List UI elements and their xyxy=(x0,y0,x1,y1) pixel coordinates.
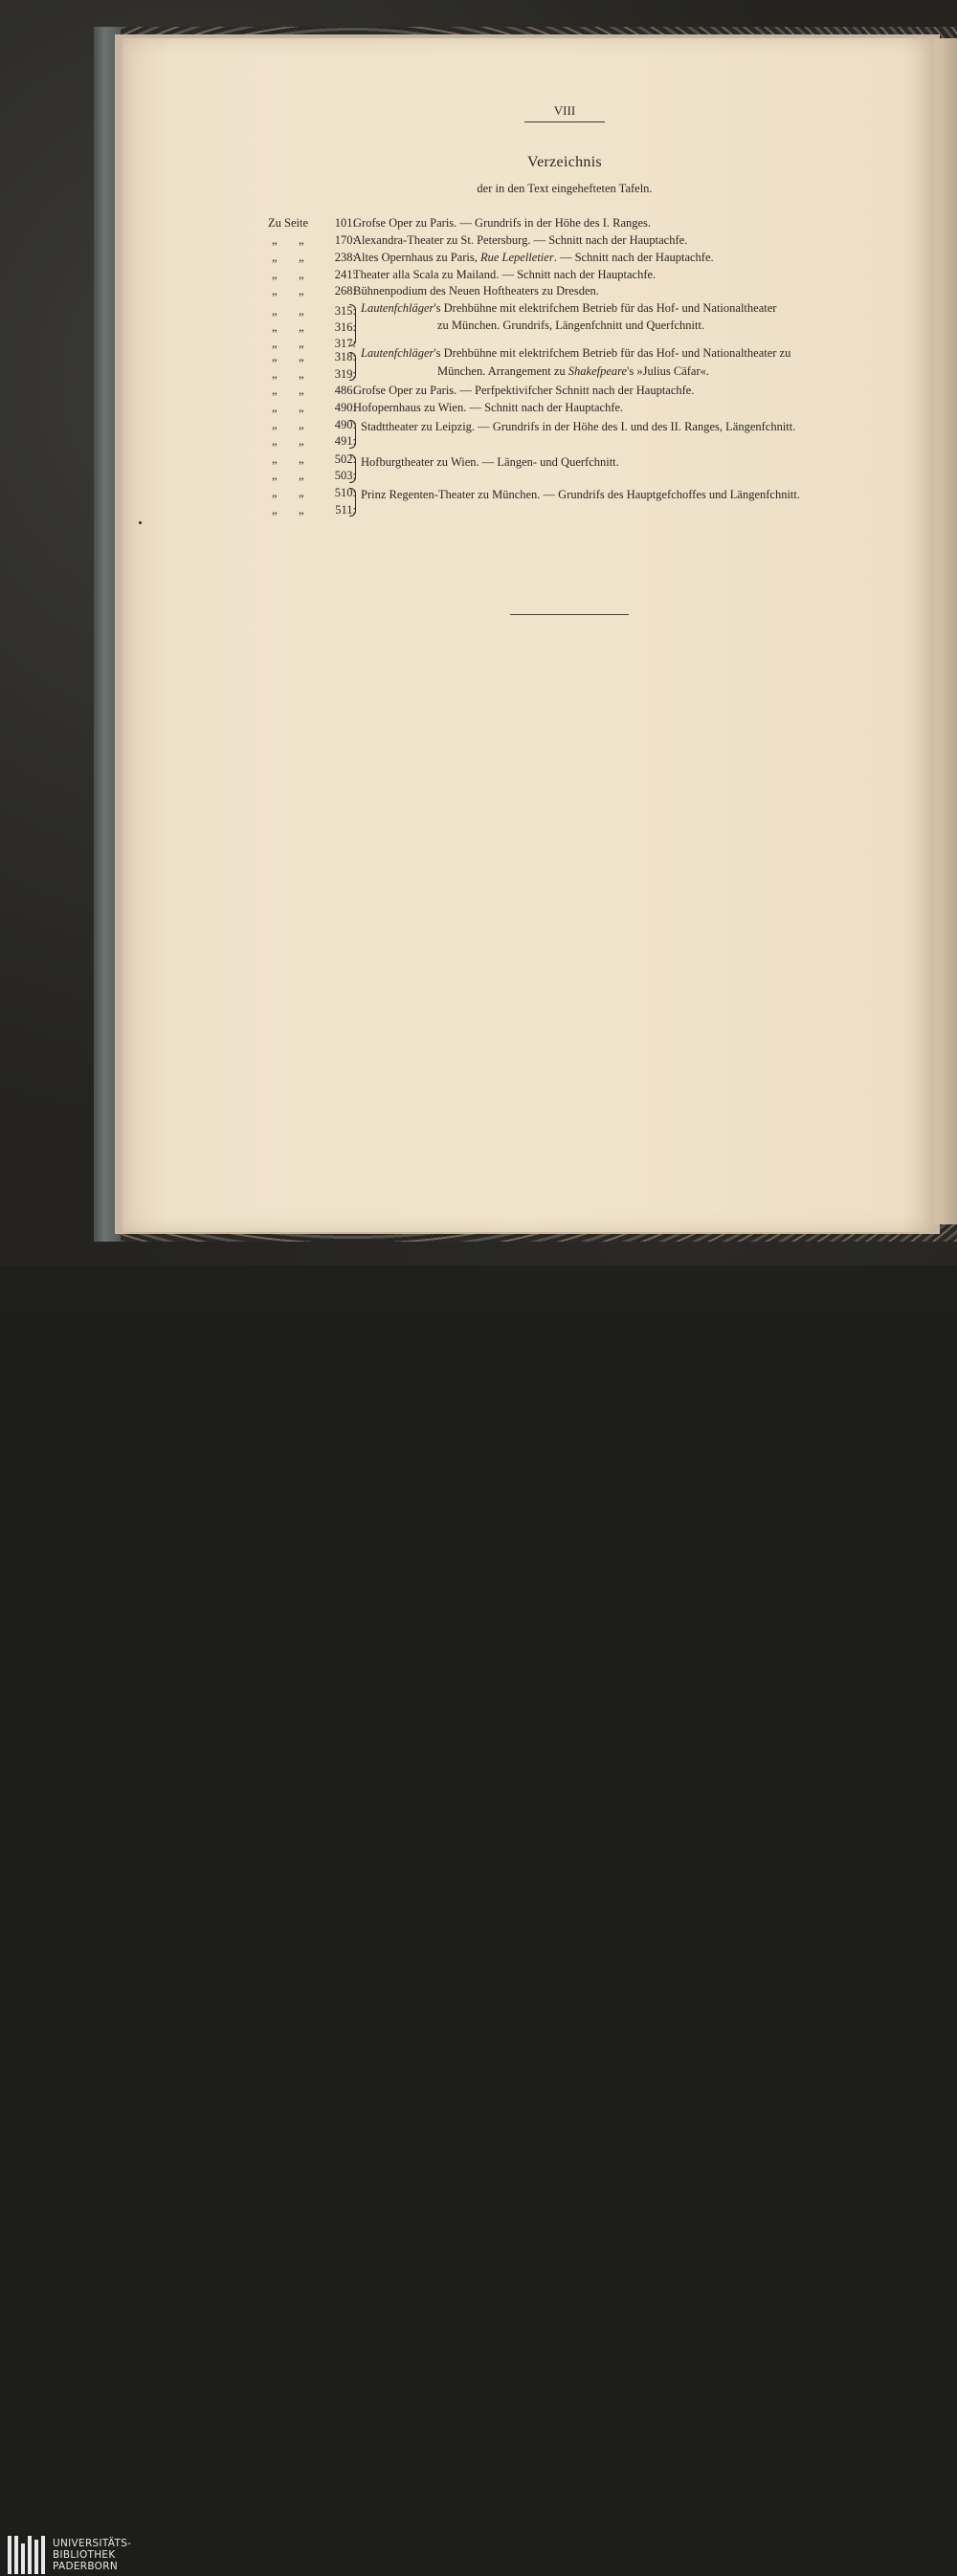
entry-text: Theater alla Scala zu Mailand. — Schnitt nach der Hauptachfe. xyxy=(353,268,657,281)
entry-page: 510: xyxy=(334,486,356,499)
ditto-mark: „ xyxy=(299,434,304,448)
entry-page: 315: xyxy=(334,304,356,318)
entry-text-line2: zu München. Grundrifs, Längenfchnitt und Querfchnitt. xyxy=(437,319,705,332)
entry-text xyxy=(361,301,776,316)
entry-page: 490: xyxy=(334,401,356,414)
scan-background xyxy=(0,0,957,1266)
entry-text-line2 xyxy=(437,364,709,379)
ditto-mark: „ xyxy=(299,268,304,281)
ditto-mark: „ xyxy=(299,384,304,397)
ditto-mark: „ xyxy=(299,469,304,482)
entry-page: 318: xyxy=(334,350,356,363)
ditto-mark: „ xyxy=(299,233,304,247)
list-item xyxy=(256,233,879,251)
entry-prefix: Zu Seite xyxy=(268,216,309,230)
ditto-mark: „ xyxy=(272,503,278,517)
ditto-mark: „ xyxy=(299,486,304,499)
entry-page: 490: xyxy=(334,418,356,431)
ditto-mark: „ xyxy=(299,452,304,466)
page-number: VIII xyxy=(553,103,576,118)
list-item xyxy=(256,284,879,301)
ditto-mark: „ xyxy=(299,337,304,350)
entry-page: 241: xyxy=(334,268,356,281)
ditto-mark: „ xyxy=(299,284,304,297)
entry-text: Alexandra-Theater zu St. Petersburg. — Schnitt nach der Hauptachfe. xyxy=(353,233,688,247)
logo-line2: BIBLIOTHEK xyxy=(53,2549,116,2561)
entry-text: Grofse Oper zu Paris. — Perfpektivifcher Schnitt nach der Hauptachfe. xyxy=(353,384,695,397)
ditto-mark: „ xyxy=(272,401,278,414)
entry-page: 503: xyxy=(334,469,356,482)
ditto-mark: „ xyxy=(299,320,304,334)
entry-text xyxy=(353,251,714,265)
entry-text-line1: 's Drehbühne mit elektrifchem Betrieb für das Hof- und Nationaltheater xyxy=(434,301,777,315)
ditto-mark: „ xyxy=(272,304,278,318)
ditto-mark: „ xyxy=(272,367,278,381)
ditto-mark: „ xyxy=(299,304,304,318)
entry-page: 101: xyxy=(334,216,356,230)
grouping-brace xyxy=(349,488,356,517)
ditto-mark: „ xyxy=(272,452,278,466)
entry-page: 238: xyxy=(334,251,356,264)
page-subtitle: der in den Text eingehefteten Tafeln. xyxy=(477,182,653,195)
entry-page: 319: xyxy=(334,367,356,381)
entry-text: Grofse Oper zu Paris. — Grundrifs in der Höhe des I. Ranges. xyxy=(353,216,652,230)
ditto-mark: „ xyxy=(272,418,278,431)
entry-page: 316: xyxy=(334,320,356,334)
grouping-brace xyxy=(349,352,356,381)
entry-page: 268: xyxy=(334,284,356,297)
grouping-brace xyxy=(349,304,356,346)
ditto-mark: „ xyxy=(299,401,304,414)
entry-text-italic: Shakefpeare xyxy=(568,364,628,378)
ditto-mark: „ xyxy=(299,418,304,431)
entry-text: Stadttheater zu Leipzig. — Grundrifs in der Höhe des I. und des II. Ranges, Längenfchnitt. xyxy=(361,420,796,433)
ditto-mark: „ xyxy=(272,434,278,448)
ditto-mark: „ xyxy=(272,320,278,334)
entry-page: 511: xyxy=(335,503,356,517)
ditto-mark: „ xyxy=(272,233,278,247)
ditto-mark: „ xyxy=(272,251,278,264)
ink-spot xyxy=(139,521,142,524)
entry-page: 317: xyxy=(334,337,356,350)
entry-text-italic: Rue Lepelletier xyxy=(479,251,554,264)
footer-band xyxy=(0,1266,957,2572)
ditto-mark: „ xyxy=(272,284,278,297)
entry-text: Hofopernhaus zu Wien. — Schnitt nach der Hauptachfe. xyxy=(353,401,624,414)
end-rule xyxy=(510,614,629,615)
entry-text-line1: 's Drehbühne mit elektrifchem Betrieb für das Hof- und Nationaltheater zu xyxy=(434,346,791,360)
logo-bars-icon xyxy=(8,2536,45,2574)
ditto-mark: „ xyxy=(299,350,304,363)
ditto-mark: „ xyxy=(299,251,304,264)
entry-text: Bühnenpodium des Neuen Hoftheaters zu Dresden. xyxy=(353,284,599,297)
logo-text xyxy=(53,2538,131,2572)
grouping-brace xyxy=(349,420,356,449)
ditto-mark: „ xyxy=(272,486,278,499)
entry-text-italic: Lautenfchläger xyxy=(361,301,434,315)
list-item xyxy=(256,401,879,418)
list-item xyxy=(256,384,879,401)
ditto-mark: „ xyxy=(299,503,304,517)
entry-text: Prinz Regenten-Theater zu München. — Grundrifs des Hauptgefchoffes und Längenfchnitt. xyxy=(361,488,800,501)
logo-line3: PADERBORN xyxy=(53,2561,118,2572)
entry-page: 502: xyxy=(334,452,356,466)
entry-text xyxy=(361,346,790,361)
list-item xyxy=(256,216,879,233)
entry-text-italic: Lautenfchläger xyxy=(361,346,434,360)
list-item xyxy=(256,251,879,268)
ditto-mark: „ xyxy=(299,367,304,381)
entry-page: 486: xyxy=(334,384,356,397)
page-title: Verzeichnis xyxy=(527,154,602,170)
entry-page: 491: xyxy=(334,434,356,448)
entry-text-b: . — Schnitt nach der Hauptachfe. xyxy=(553,251,714,264)
logo-line1: UNIVERSITÄTS- xyxy=(53,2538,132,2549)
list-item xyxy=(256,268,879,285)
entry-text: Hofburgtheater zu Wien. — Längen- und Querfchnitt. xyxy=(361,455,619,469)
library-logo xyxy=(8,2534,131,2576)
ditto-mark: „ xyxy=(272,337,278,350)
entry-text-a: Altes Opernhaus zu Paris, xyxy=(353,251,478,264)
entry-text-line2b: 's »Julius Cäfar«. xyxy=(627,364,710,378)
grouping-brace xyxy=(349,454,356,483)
ditto-mark: „ xyxy=(272,268,278,281)
entry-page: 170: xyxy=(334,233,356,247)
ditto-mark: „ xyxy=(272,384,278,397)
entry-text-line2a: München. Arrangement zu xyxy=(437,364,566,378)
ditto-mark: „ xyxy=(272,469,278,482)
header-rule xyxy=(524,121,605,122)
ditto-mark: „ xyxy=(272,350,278,363)
